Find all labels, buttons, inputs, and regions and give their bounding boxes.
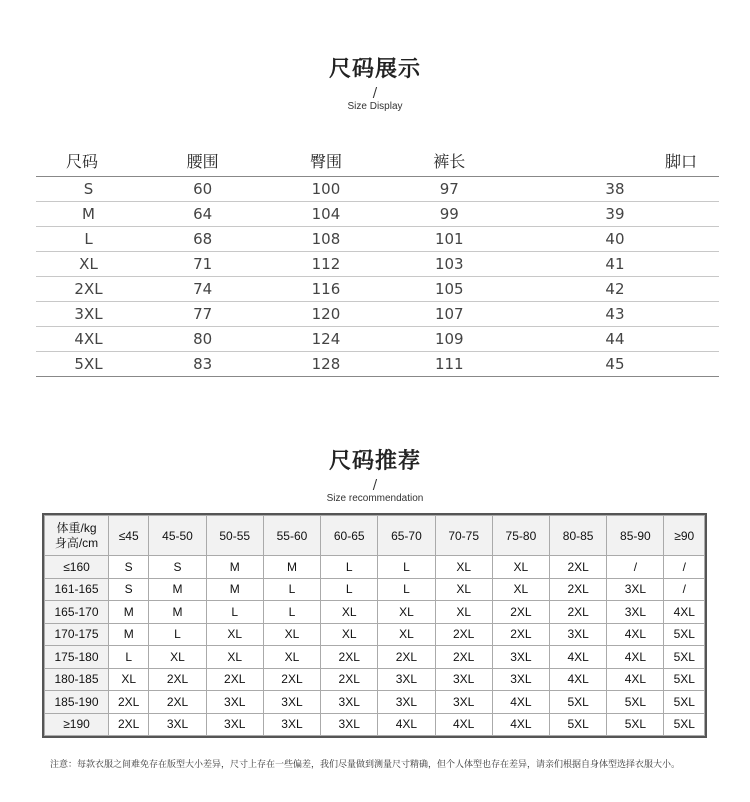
- recommended-size-cell: 5XL: [550, 691, 607, 714]
- recommended-size-cell: /: [664, 556, 705, 579]
- size-recommendation-title: 尺码推荐: [328, 448, 421, 474]
- height-row-header: 175-180: [45, 646, 109, 669]
- measurement-cell: 107: [388, 301, 511, 326]
- measurement-cell: 71: [141, 251, 264, 276]
- measurement-cell: 112: [264, 251, 387, 276]
- measurement-cell: 45: [511, 351, 719, 376]
- table-row: [45, 556, 705, 579]
- size-label-cell: 3XL: [36, 301, 141, 326]
- recommended-size-cell: M: [109, 601, 149, 624]
- recommended-size-cell: 5XL: [607, 713, 664, 736]
- recommended-size-cell: 2XL: [321, 646, 378, 669]
- recommended-size-cell: 4XL: [378, 713, 435, 736]
- recommended-size-cell: L: [321, 556, 378, 579]
- recommended-size-cell: L: [263, 601, 320, 624]
- recommended-size-cell: 5XL: [550, 713, 607, 736]
- weight-column-header: 55-60: [263, 516, 320, 556]
- measurement-cell: 103: [388, 251, 511, 276]
- table-row: [36, 276, 719, 301]
- recommended-size-cell: 3XL: [492, 646, 549, 669]
- measurement-cell: 97: [388, 176, 511, 201]
- recommended-size-cell: 4XL: [607, 623, 664, 646]
- measurement-cell: 43: [511, 301, 719, 326]
- table-row: [36, 201, 719, 226]
- table-row: [36, 326, 719, 351]
- measurement-cell: 80: [141, 326, 264, 351]
- measurement-cell: 111: [388, 351, 511, 376]
- recommended-size-cell: 2XL: [435, 623, 492, 646]
- height-row-header: 165-170: [45, 601, 109, 624]
- recommended-size-cell: 3XL: [435, 691, 492, 714]
- measurement-cell: 108: [264, 226, 387, 251]
- size-display-header: [0, 52, 750, 112]
- recommended-size-cell: XL: [321, 601, 378, 624]
- measurement-cell: 44: [511, 326, 719, 351]
- table-row: [36, 351, 719, 376]
- recommended-size-cell: 3XL: [378, 668, 435, 691]
- recommended-size-cell: 2XL: [263, 668, 320, 691]
- recommended-size-cell: L: [378, 556, 435, 579]
- size-display-title: 尺码展示: [328, 56, 421, 82]
- recommended-size-cell: 5XL: [607, 691, 664, 714]
- recommended-size-cell: M: [206, 578, 263, 601]
- recommended-size-cell: 4XL: [550, 646, 607, 669]
- measurement-cell: 100: [264, 176, 387, 201]
- recommended-size-cell: 2XL: [149, 668, 206, 691]
- size-label-cell: L: [36, 226, 141, 251]
- recommended-size-cell: L: [109, 646, 149, 669]
- recommended-size-cell: 2XL: [321, 668, 378, 691]
- height-row-header: 180-185: [45, 668, 109, 691]
- weight-column-header: 75-80: [492, 516, 549, 556]
- recommended-size-cell: 3XL: [607, 578, 664, 601]
- size-label-cell: XL: [36, 251, 141, 276]
- measurement-cell: 64: [141, 201, 264, 226]
- measurement-cell: 41: [511, 251, 719, 276]
- recommended-size-cell: 4XL: [492, 691, 549, 714]
- table-row: [36, 176, 719, 201]
- height-row-header: ≥190: [45, 713, 109, 736]
- recommended-size-cell: 2XL: [206, 668, 263, 691]
- title-slash: /: [372, 86, 378, 101]
- recommended-size-cell: 2XL: [550, 578, 607, 601]
- size-label-cell: 5XL: [36, 351, 141, 376]
- recommended-size-cell: 2XL: [492, 623, 549, 646]
- weight-column-header: 65-70: [378, 516, 435, 556]
- recommended-size-cell: 3XL: [263, 691, 320, 714]
- recommended-size-cell: L: [206, 601, 263, 624]
- height-row-header: 161-165: [45, 578, 109, 601]
- recommended-size-cell: 4XL: [492, 713, 549, 736]
- measurement-cell: 124: [264, 326, 387, 351]
- weight-label: 体重/kg: [56, 520, 97, 535]
- table-row: [45, 668, 705, 691]
- recommended-size-cell: 3XL: [550, 623, 607, 646]
- recommendation-header-row: [45, 516, 705, 556]
- measurement-cell: 128: [264, 351, 387, 376]
- height-label: 身高/cm: [54, 535, 99, 550]
- table-row: [45, 713, 705, 736]
- recommended-size-cell: 5XL: [664, 646, 705, 669]
- recommended-size-cell: 3XL: [321, 713, 378, 736]
- recommended-size-cell: XL: [435, 601, 492, 624]
- measurement-cell: 77: [141, 301, 264, 326]
- recommended-size-cell: S: [149, 556, 206, 579]
- recommended-size-cell: XL: [206, 646, 263, 669]
- size-column-header: 脚口: [511, 146, 719, 176]
- recommended-size-cell: XL: [149, 646, 206, 669]
- recommended-size-cell: /: [607, 556, 664, 579]
- recommended-size-cell: M: [149, 578, 206, 601]
- recommended-size-cell: 4XL: [664, 601, 705, 624]
- recommended-size-cell: 3XL: [435, 668, 492, 691]
- size-label-cell: 2XL: [36, 276, 141, 301]
- weight-column-header: 50-55: [206, 516, 263, 556]
- size-display-table: [36, 146, 719, 377]
- recommended-size-cell: XL: [435, 556, 492, 579]
- weight-column-header: ≥90: [664, 516, 705, 556]
- size-table-header-row: [36, 146, 719, 176]
- recommended-size-cell: 4XL: [607, 646, 664, 669]
- table-row: [45, 691, 705, 714]
- height-row-header: 170-175: [45, 623, 109, 646]
- recommended-size-cell: 2XL: [435, 646, 492, 669]
- measurement-cell: 116: [264, 276, 387, 301]
- recommended-size-cell: L: [149, 623, 206, 646]
- title-slash: /: [372, 478, 378, 493]
- weight-height-corner-cell: [45, 516, 109, 556]
- measurement-cell: 120: [264, 301, 387, 326]
- recommended-size-cell: 3XL: [149, 713, 206, 736]
- size-recommendation-header: [0, 444, 750, 504]
- recommended-size-cell: 2XL: [378, 646, 435, 669]
- recommended-size-cell: /: [664, 578, 705, 601]
- recommended-size-cell: XL: [378, 601, 435, 624]
- recommended-size-cell: 2XL: [550, 556, 607, 579]
- recommended-size-cell: 3XL: [263, 713, 320, 736]
- recommended-size-cell: XL: [378, 623, 435, 646]
- recommended-size-cell: 5XL: [664, 623, 705, 646]
- measurement-cell: 101: [388, 226, 511, 251]
- table-row: [45, 578, 705, 601]
- recommended-size-cell: XL: [321, 623, 378, 646]
- recommended-size-cell: M: [206, 556, 263, 579]
- size-column-header: 裤长: [388, 146, 511, 176]
- size-column-header: 尺码: [36, 146, 141, 176]
- recommended-size-cell: S: [109, 578, 149, 601]
- measurement-cell: 40: [511, 226, 719, 251]
- recommended-size-cell: 3XL: [321, 691, 378, 714]
- table-row: [36, 301, 719, 326]
- table-row: [45, 646, 705, 669]
- size-display-subtitle: Size Display: [347, 101, 403, 112]
- recommended-size-cell: 5XL: [664, 691, 705, 714]
- weight-column-header: 80-85: [550, 516, 607, 556]
- recommended-size-cell: 4XL: [550, 668, 607, 691]
- recommended-size-cell: 5XL: [664, 713, 705, 736]
- recommended-size-cell: 3XL: [206, 691, 263, 714]
- size-note: 注意：每款衣服之间难免存在版型大小差异，尺寸上存在一些偏差，我们尽量做到测量尺寸精确，但个人体型也存在差异，请亲们根据自身体型选择衣服大小。: [50, 760, 681, 770]
- recommended-size-cell: XL: [263, 646, 320, 669]
- measurement-cell: 60: [141, 176, 264, 201]
- measurement-cell: 74: [141, 276, 264, 301]
- size-recommendation-subtitle: Size recommendation: [326, 493, 424, 504]
- recommended-size-cell: M: [149, 601, 206, 624]
- measurement-cell: 99: [388, 201, 511, 226]
- recommended-size-cell: 3XL: [378, 691, 435, 714]
- size-label-cell: S: [36, 176, 141, 201]
- measurement-cell: 68: [141, 226, 264, 251]
- table-row: [36, 226, 719, 251]
- size-recommendation-frame: [42, 513, 707, 738]
- measurement-cell: 42: [511, 276, 719, 301]
- size-label-cell: 4XL: [36, 326, 141, 351]
- measurement-cell: 38: [511, 176, 719, 201]
- measurement-cell: 109: [388, 326, 511, 351]
- recommended-size-cell: XL: [206, 623, 263, 646]
- recommended-size-cell: XL: [492, 578, 549, 601]
- measurement-cell: 104: [264, 201, 387, 226]
- recommended-size-cell: 3XL: [492, 668, 549, 691]
- weight-column-header: 70-75: [435, 516, 492, 556]
- recommended-size-cell: 2XL: [550, 601, 607, 624]
- table-row: [45, 601, 705, 624]
- recommended-size-cell: 4XL: [435, 713, 492, 736]
- measurement-cell: 39: [511, 201, 719, 226]
- recommended-size-cell: XL: [492, 556, 549, 579]
- height-row-header: ≤160: [45, 556, 109, 579]
- recommended-size-cell: 5XL: [664, 668, 705, 691]
- measurement-cell: 83: [141, 351, 264, 376]
- weight-column-header: 60-65: [321, 516, 378, 556]
- table-row: [45, 623, 705, 646]
- table-row: [36, 251, 719, 276]
- weight-column-header: 85-90: [607, 516, 664, 556]
- measurement-cell: 105: [388, 276, 511, 301]
- recommended-size-cell: XL: [435, 578, 492, 601]
- recommended-size-cell: L: [321, 578, 378, 601]
- weight-column-header: 45-50: [149, 516, 206, 556]
- recommended-size-cell: 3XL: [607, 601, 664, 624]
- recommended-size-cell: 2XL: [149, 691, 206, 714]
- recommended-size-cell: 2XL: [109, 691, 149, 714]
- size-column-header: 臀围: [264, 146, 387, 176]
- recommended-size-cell: XL: [263, 623, 320, 646]
- recommended-size-cell: S: [109, 556, 149, 579]
- recommended-size-cell: 4XL: [607, 668, 664, 691]
- recommended-size-cell: L: [378, 578, 435, 601]
- recommended-size-cell: 2XL: [492, 601, 549, 624]
- recommended-size-cell: 2XL: [109, 713, 149, 736]
- size-recommendation-table: [44, 515, 705, 736]
- weight-column-header: ≤45: [109, 516, 149, 556]
- recommended-size-cell: M: [109, 623, 149, 646]
- recommended-size-cell: 3XL: [206, 713, 263, 736]
- height-row-header: 185-190: [45, 691, 109, 714]
- size-column-header: 腰围: [141, 146, 264, 176]
- recommended-size-cell: XL: [109, 668, 149, 691]
- recommended-size-cell: L: [263, 578, 320, 601]
- size-label-cell: M: [36, 201, 141, 226]
- recommended-size-cell: M: [263, 556, 320, 579]
